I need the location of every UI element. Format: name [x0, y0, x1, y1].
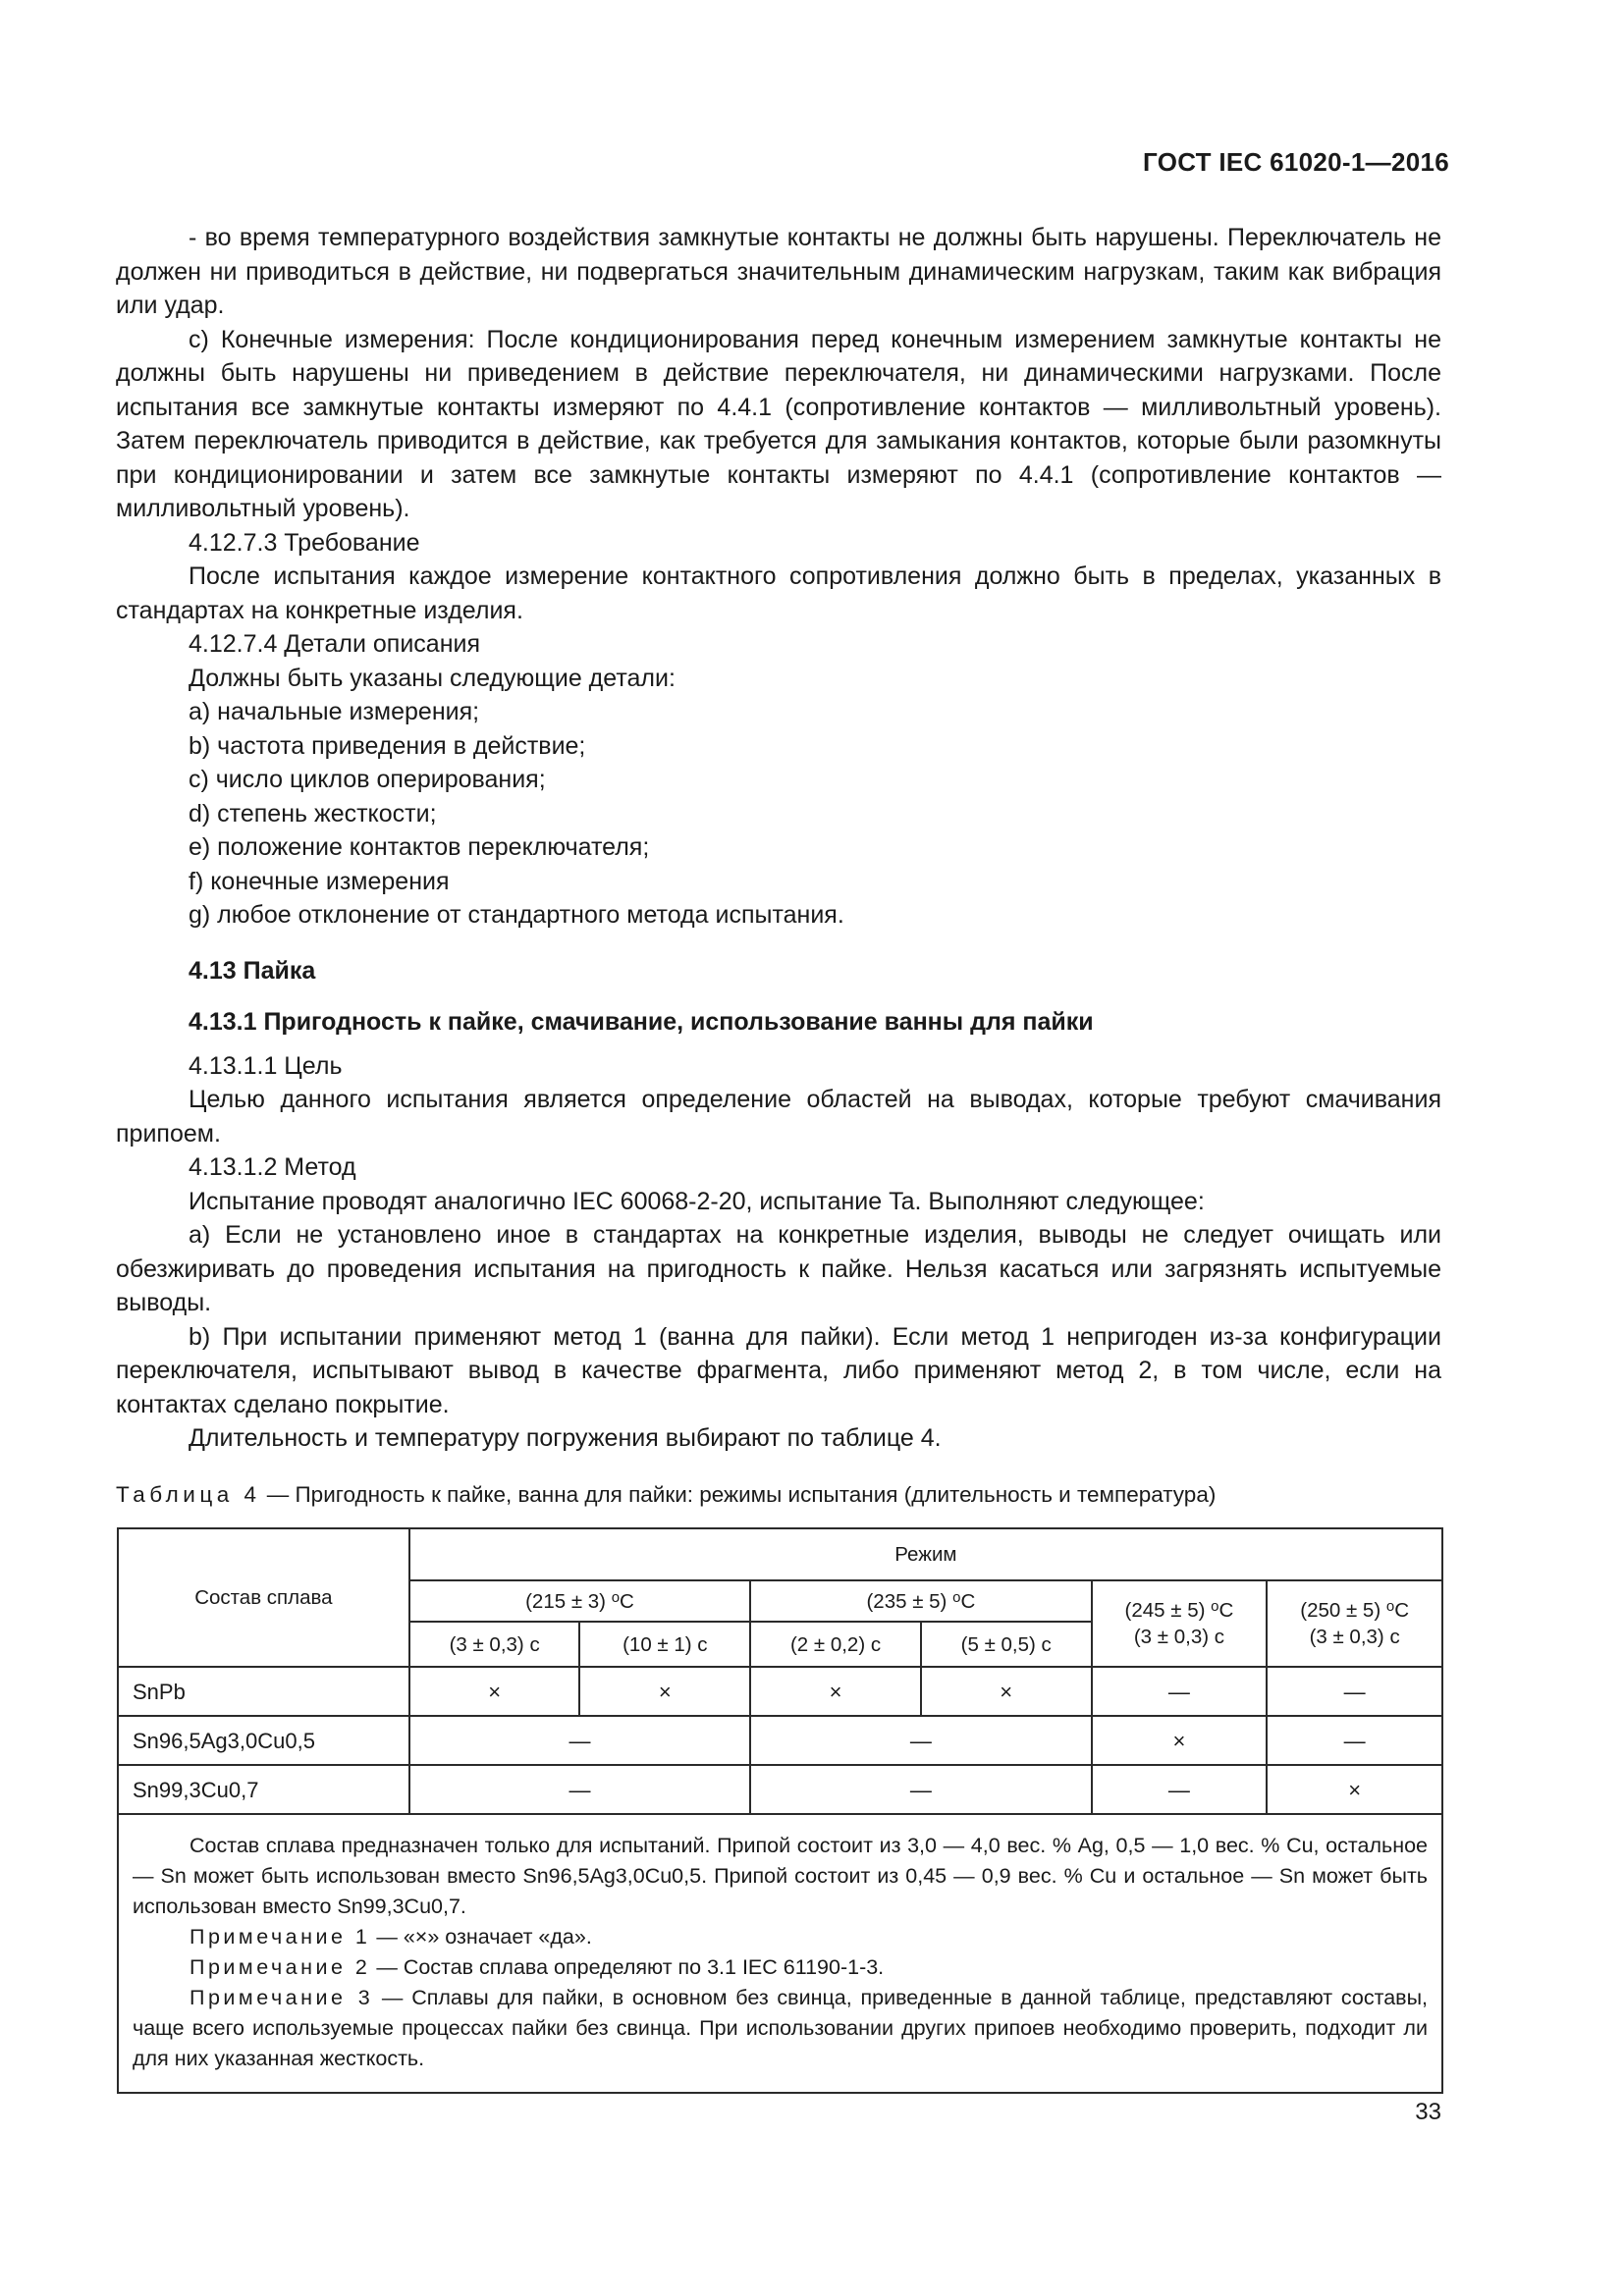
- table-row: [118, 1716, 1442, 1765]
- list-item: g) любое отклонение от стандартного метода испытания.: [189, 901, 844, 929]
- list-item: d) степень жесткости;: [189, 799, 437, 828]
- subsection-title: 4.13.1.1 Цель: [189, 1051, 343, 1080]
- value-cell: —: [750, 1716, 1091, 1765]
- table-note: Примечание 1 — «×» означает «да».: [189, 1925, 592, 1949]
- header-temp-245: (245 ± 5) $^o$C (3 ± 0,3) с: [1092, 1580, 1268, 1667]
- paragraph: c) Конечные измерения: После кондиционирования перед конечным измерением замкнутые контакты не должны быть нарушены ни приведением в действие переключателя, ни динамическими нагрузками. После испытания все замкнутые контакты измеряют по 4.4.1 (сопротивление контактов — милливольтный уровень). Затем переключатель приводится в действие, как требуется для замыкания контактов, которые были разомкнуты при кондиционировании и затем все замкнутые контакты измеряют по 4.4.1 (сопротивление контактов — милливольтный уровень).: [116, 325, 1441, 522]
- list-item: a) начальные измерения;: [189, 698, 480, 725]
- list-item: c) число циклов оперирования;: [189, 766, 546, 793]
- value-cell: ×: [921, 1667, 1092, 1716]
- body-text: [116, 221, 1441, 1456]
- table-row: [118, 1765, 1442, 1814]
- table-caption-text: — Пригодность к пайке, ванна для пайки: режимы испытания (длительность и температура): [260, 1482, 1217, 1507]
- paragraph: Испытание проводят аналогично IEC 60068-2-20, испытание Ta. Выполняют следующее:: [189, 1187, 1205, 1215]
- subsection-title: 4.12.7.3 Требование: [189, 528, 420, 557]
- table-caption: [116, 1480, 1441, 1510]
- list-item: b) частота приведения в действие;: [189, 731, 586, 760]
- paragraph: a) Если не установлено иное в стандартах на конкретные изделия, выводы не следует очищать или обезжиривать до проведения испытания на пригодность к пайке. Нельзя касаться или загрязнять испытуемые выводы.: [116, 1221, 1441, 1316]
- table-note: Примечание 3 — Сплавы для пайки, в основном без свинца, приведенные в данной таблице, представляют составы, чаще всего используемые процессах пайки без свинца. При использовании других припоев необходимо проверить, подходит ли для них указанная жесткость.: [133, 1986, 1429, 2070]
- list-item: f) конечные измерения: [189, 867, 450, 895]
- table-note-main: Состав сплава предназначен только для испытаний. Припой состоит из 3,0 — 4,0 вес. % Ag, 0,5 — 1,0 вес. % Cu, остальное — Sn может быть использован вместо Sn96,5Ag3,0Cu0,5. Припой состоит из 0,45 — 0,9 вес. % Cu и остальное — Sn может быть использован вместо Sn99,3Cu0,7.: [133, 1834, 1428, 1918]
- value-cell: —: [750, 1765, 1091, 1814]
- header-temp-250: (250 ± 5) $^o$C (3 ± 0,3) с: [1267, 1580, 1442, 1667]
- section-heading: 4.13 Пайка: [189, 956, 316, 985]
- value-cell: —: [1267, 1667, 1442, 1716]
- value-cell: —: [1267, 1716, 1442, 1765]
- header-alloy: Состав сплава: [118, 1528, 409, 1667]
- header-temp-235: (235 ± 5) $^o$C: [750, 1580, 1091, 1622]
- value-cell: ×: [409, 1667, 580, 1716]
- paragraph: После испытания каждое измерение контактного сопротивления должно быть в пределах, указанных в стандартах на конкретные изделия.: [116, 562, 1441, 624]
- value-cell: —: [409, 1765, 750, 1814]
- header-temp-215: (215 ± 3) $^o$C: [409, 1580, 750, 1622]
- paragraph: - во время температурного воздействия замкнутые контакты не должны быть нарушены. Переключатель не должен ни приводиться в действие, ни подвергаться значительным динамическим нагрузкам, таким как вибрация или удар.: [116, 224, 1441, 319]
- table-row: [118, 1667, 1442, 1716]
- alloy-cell: SnPb: [118, 1667, 409, 1716]
- header-time: (10 ± 1) с: [579, 1622, 750, 1667]
- table-caption-label: Таблица 4: [116, 1482, 261, 1507]
- subsection-title: 4.13.1.2 Метод: [189, 1153, 356, 1181]
- table-4: [117, 1527, 1443, 2094]
- paragraph: b) При испытании применяют метод 1 (ванна для пайки). Если метод 1 непригоден из-за конфигурации переключателя, испытывают вывод в качестве фрагмента, либо применяют метод 2, в том числе, если на контактах сделано покрытие.: [116, 1322, 1441, 1418]
- alloy-cell: Sn99,3Cu0,7: [118, 1765, 409, 1814]
- table-note: Примечание 2 — Состав сплава определяют по 3.1 IEC 61190-1-3.: [189, 1955, 885, 1979]
- value-cell: ×: [750, 1667, 921, 1716]
- alloy-cell: Sn96,5Ag3,0Cu0,5: [118, 1716, 409, 1765]
- value-cell: —: [409, 1716, 750, 1765]
- value-cell: ×: [1092, 1716, 1268, 1765]
- paragraph: Целью данного испытания является определение областей на выводах, которые требуют смачивания припоем.: [116, 1086, 1441, 1148]
- subsection-title: 4.12.7.4 Детали описания: [189, 630, 480, 658]
- page-number: 33: [1415, 2099, 1441, 2125]
- section-heading: 4.13.1 Пригодность к пайке, смачивание, использование ванны для пайки: [189, 1008, 1094, 1036]
- paragraph: Должны быть указаны следующие детали:: [189, 664, 676, 692]
- header-time: (5 ± 0,5) с: [921, 1622, 1092, 1667]
- value-cell: —: [1092, 1667, 1268, 1716]
- document-id: ГОСТ IEC 61020-1—2016: [1143, 147, 1449, 177]
- header-time: (3 ± 0,3) с: [409, 1622, 580, 1667]
- list-item: e) положение контактов переключателя;: [189, 833, 650, 861]
- value-cell: —: [1092, 1765, 1268, 1814]
- paragraph: Длительность и температуру погружения выбирают по таблице 4.: [189, 1424, 942, 1452]
- header-mode: Режим: [409, 1528, 1442, 1580]
- header-time: (2 ± 0,2) с: [750, 1622, 921, 1667]
- table-notes: [118, 1814, 1442, 2093]
- value-cell: ×: [1267, 1765, 1442, 1814]
- value-cell: ×: [579, 1667, 750, 1716]
